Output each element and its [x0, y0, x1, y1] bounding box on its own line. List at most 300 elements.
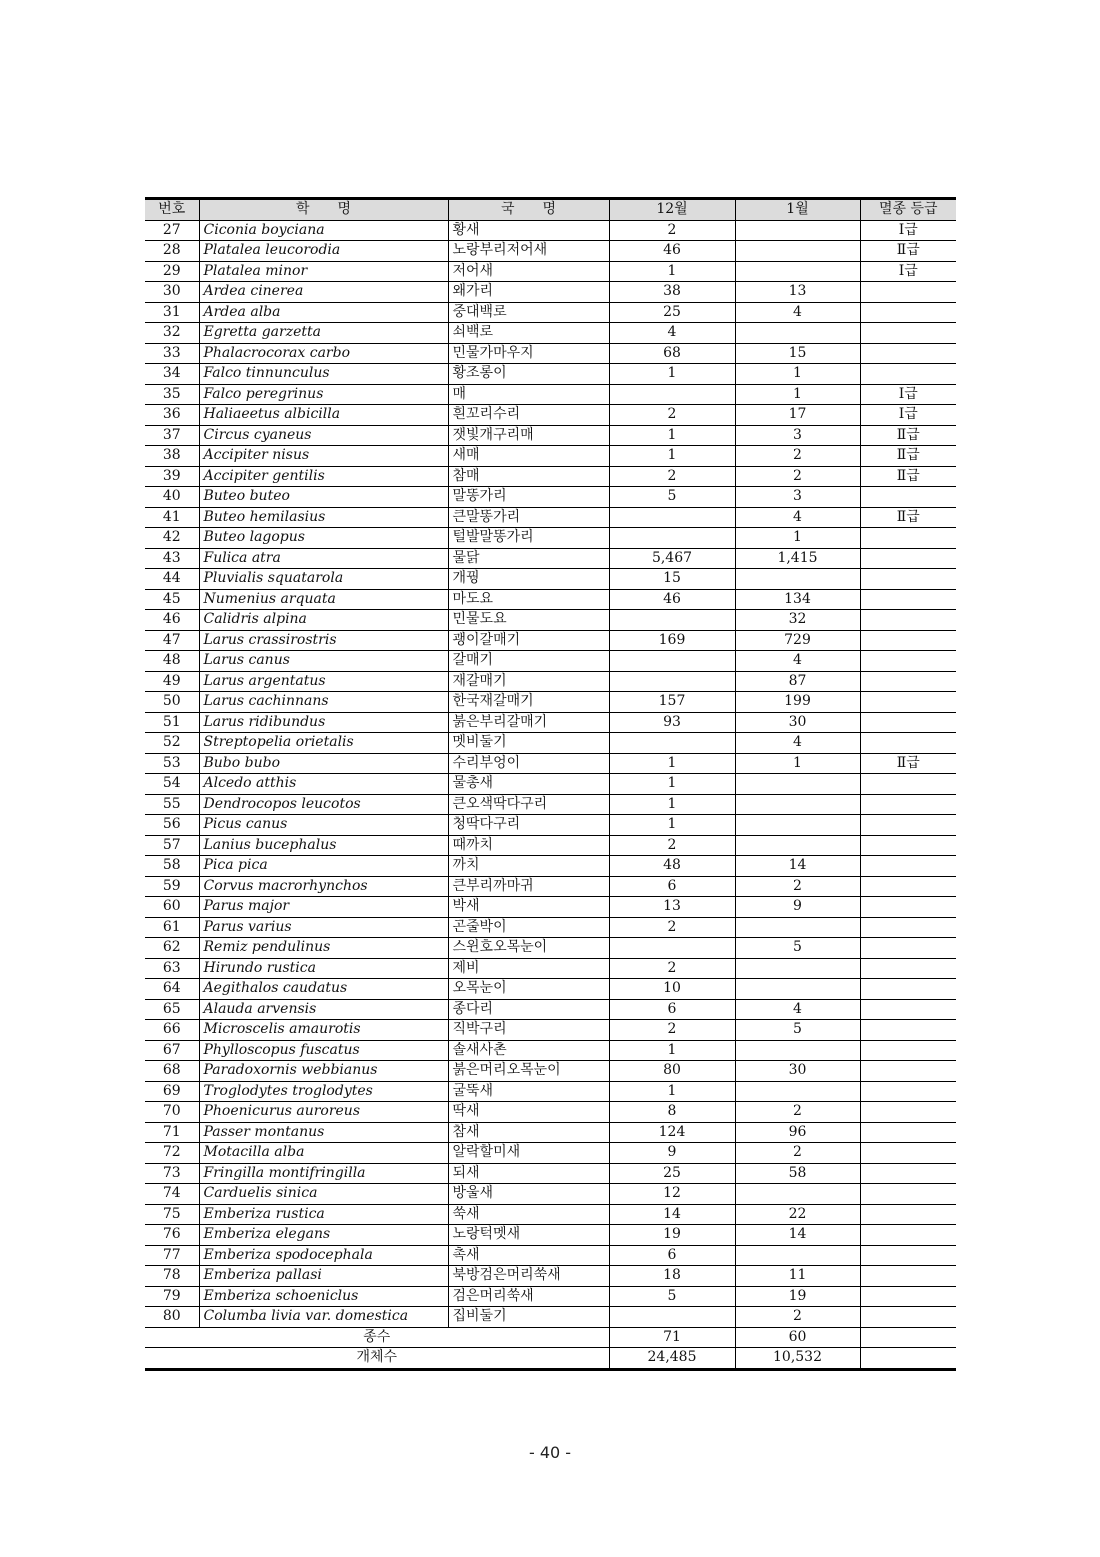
table-row — [145, 958, 956, 979]
cell-december-count: 2 — [609, 835, 735, 856]
table-row — [145, 507, 956, 528]
cell-december-count: 14 — [609, 1204, 735, 1225]
cell-number: 45 — [145, 589, 199, 610]
cell-korean-name: 말똥가리 — [448, 487, 609, 508]
table-row — [145, 528, 956, 549]
cell-number: 38 — [145, 446, 199, 467]
cell-endangered-grade — [860, 1163, 956, 1184]
cell-korean-name: 중대백로 — [448, 302, 609, 323]
cell-number: 32 — [145, 323, 199, 344]
summary-label: 종수 — [145, 1327, 609, 1348]
cell-january-count: 1 — [735, 528, 860, 549]
cell-korean-name: 황새 — [448, 220, 609, 241]
cell-korean-name: 까치 — [448, 856, 609, 877]
cell-scientific-name: Falco tinnunculus — [199, 364, 448, 385]
cell-number: 44 — [145, 569, 199, 590]
cell-number: 51 — [145, 712, 199, 733]
cell-endangered-grade — [860, 733, 956, 754]
cell-number: 64 — [145, 979, 199, 1000]
cell-scientific-name: Picus canus — [199, 815, 448, 836]
cell-korean-name: 매 — [448, 384, 609, 405]
cell-number: 36 — [145, 405, 199, 426]
cell-number: 80 — [145, 1307, 199, 1328]
table-row — [145, 1184, 956, 1205]
cell-endangered-grade — [860, 1020, 956, 1041]
cell-endangered-grade: Ⅱ급 — [860, 446, 956, 467]
table-row — [145, 1225, 956, 1246]
cell-number: 39 — [145, 466, 199, 487]
cell-december-count: 93 — [609, 712, 735, 733]
cell-korean-name: 큰부리까마귀 — [448, 876, 609, 897]
cell-january-count: 3 — [735, 487, 860, 508]
cell-endangered-grade: Ⅰ급 — [860, 405, 956, 426]
cell-january-count: 9 — [735, 897, 860, 918]
summary-row — [145, 1348, 956, 1370]
cell-korean-name: 검은머리쑥새 — [448, 1286, 609, 1307]
cell-scientific-name: Emberiza rustica — [199, 1204, 448, 1225]
cell-january-count: 2 — [735, 1143, 860, 1164]
cell-number: 70 — [145, 1102, 199, 1123]
table-row — [145, 343, 956, 364]
cell-scientific-name: Hirundo rustica — [199, 958, 448, 979]
table-row — [145, 671, 956, 692]
cell-january-count — [735, 917, 860, 938]
species-table-sheet — [145, 197, 956, 1371]
cell-scientific-name: Parus varius — [199, 917, 448, 938]
cell-january-count — [735, 958, 860, 979]
cell-number: 47 — [145, 630, 199, 651]
table-row — [145, 774, 956, 795]
table-row — [145, 856, 956, 877]
table-row — [145, 1040, 956, 1061]
cell-december-count: 1 — [609, 446, 735, 467]
cell-number: 29 — [145, 261, 199, 282]
cell-number: 42 — [145, 528, 199, 549]
cell-korean-name: 민물가마우지 — [448, 343, 609, 364]
cell-january-count — [735, 569, 860, 590]
cell-korean-name: 괭이갈매기 — [448, 630, 609, 651]
table-row — [145, 1143, 956, 1164]
cell-endangered-grade — [860, 712, 956, 733]
cell-korean-name: 참새 — [448, 1122, 609, 1143]
cell-scientific-name: Motacilla alba — [199, 1143, 448, 1164]
cell-scientific-name: Buteo hemilasius — [199, 507, 448, 528]
table-row — [145, 835, 956, 856]
table-header — [145, 199, 956, 221]
cell-number: 52 — [145, 733, 199, 754]
cell-scientific-name: Fringilla montifringilla — [199, 1163, 448, 1184]
cell-number: 56 — [145, 815, 199, 836]
cell-endangered-grade — [860, 569, 956, 590]
cell-endangered-grade — [860, 528, 956, 549]
cell-endangered-grade — [860, 630, 956, 651]
cell-number: 30 — [145, 282, 199, 303]
cell-december-count: 13 — [609, 897, 735, 918]
cell-number: 35 — [145, 384, 199, 405]
cell-endangered-grade — [860, 589, 956, 610]
cell-number: 40 — [145, 487, 199, 508]
cell-number: 76 — [145, 1225, 199, 1246]
cell-scientific-name: Falco peregrinus — [199, 384, 448, 405]
cell-endangered-grade — [860, 794, 956, 815]
cell-korean-name: 종다리 — [448, 999, 609, 1020]
cell-korean-name: 잿빛개구리매 — [448, 425, 609, 446]
cell-scientific-name: Lanius bucephalus — [199, 835, 448, 856]
cell-endangered-grade — [860, 610, 956, 631]
header-korean-name: 국 명 — [448, 199, 609, 221]
cell-endangered-grade: Ⅱ급 — [860, 241, 956, 262]
table-row — [145, 1204, 956, 1225]
cell-december-count: 10 — [609, 979, 735, 1000]
cell-endangered-grade — [860, 1040, 956, 1061]
cell-endangered-grade — [860, 364, 956, 385]
cell-number: 69 — [145, 1081, 199, 1102]
cell-number: 65 — [145, 999, 199, 1020]
cell-number: 73 — [145, 1163, 199, 1184]
cell-scientific-name: Platalea minor — [199, 261, 448, 282]
table-row — [145, 364, 956, 385]
cell-number: 57 — [145, 835, 199, 856]
cell-number: 78 — [145, 1266, 199, 1287]
summary-grade-cell — [860, 1327, 956, 1348]
cell-scientific-name: Microscelis amaurotis — [199, 1020, 448, 1041]
cell-january-count: 4 — [735, 651, 860, 672]
cell-number: 33 — [145, 343, 199, 364]
cell-korean-name: 박새 — [448, 897, 609, 918]
cell-january-count: 14 — [735, 1225, 860, 1246]
bird-species-table — [145, 197, 956, 1371]
table-row — [145, 876, 956, 897]
cell-december-count: 124 — [609, 1122, 735, 1143]
cell-korean-name: 쇠백로 — [448, 323, 609, 344]
cell-january-count — [735, 323, 860, 344]
cell-scientific-name: Troglodytes troglodytes — [199, 1081, 448, 1102]
cell-january-count: 4 — [735, 507, 860, 528]
cell-january-count: 1,415 — [735, 548, 860, 569]
cell-korean-name: 제비 — [448, 958, 609, 979]
cell-december-count — [609, 938, 735, 959]
cell-december-count: 1 — [609, 1081, 735, 1102]
cell-korean-name: 수리부엉이 — [448, 753, 609, 774]
cell-number: 62 — [145, 938, 199, 959]
cell-scientific-name: Larus argentatus — [199, 671, 448, 692]
cell-december-count: 6 — [609, 876, 735, 897]
cell-december-count — [609, 671, 735, 692]
cell-scientific-name: Remiz pendulinus — [199, 938, 448, 959]
cell-scientific-name: Platalea leucorodia — [199, 241, 448, 262]
cell-endangered-grade — [860, 1225, 956, 1246]
cell-number: 48 — [145, 651, 199, 672]
table-row — [145, 979, 956, 1000]
cell-number: 50 — [145, 692, 199, 713]
table-row — [145, 1266, 956, 1287]
header-row — [145, 199, 956, 221]
cell-korean-name: 북방검은머리쑥새 — [448, 1266, 609, 1287]
cell-december-count: 6 — [609, 999, 735, 1020]
cell-december-count: 19 — [609, 1225, 735, 1246]
cell-december-count: 5 — [609, 487, 735, 508]
cell-korean-name: 노랑턱멧새 — [448, 1225, 609, 1246]
cell-scientific-name: Pica pica — [199, 856, 448, 877]
cell-december-count: 25 — [609, 302, 735, 323]
table-row — [145, 651, 956, 672]
summary-december-total: 71 — [609, 1327, 735, 1348]
header-number: 번호 — [145, 199, 199, 221]
cell-december-count: 12 — [609, 1184, 735, 1205]
cell-january-count — [735, 815, 860, 836]
cell-korean-name: 직박구리 — [448, 1020, 609, 1041]
table-row — [145, 630, 956, 651]
cell-scientific-name: Emberiza schoeniclus — [199, 1286, 448, 1307]
table-row — [145, 1286, 956, 1307]
cell-korean-name: 되새 — [448, 1163, 609, 1184]
cell-january-count: 2 — [735, 446, 860, 467]
cell-endangered-grade — [860, 487, 956, 508]
cell-endangered-grade — [860, 897, 956, 918]
cell-scientific-name: Accipiter gentilis — [199, 466, 448, 487]
cell-january-count — [735, 220, 860, 241]
cell-january-count — [735, 241, 860, 262]
cell-endangered-grade — [860, 876, 956, 897]
cell-endangered-grade — [860, 856, 956, 877]
cell-scientific-name: Bubo bubo — [199, 753, 448, 774]
cell-scientific-name: Paradoxornis webbianus — [199, 1061, 448, 1082]
cell-endangered-grade — [860, 938, 956, 959]
cell-january-count: 3 — [735, 425, 860, 446]
table-row — [145, 917, 956, 938]
table-row — [145, 589, 956, 610]
cell-scientific-name: Parus major — [199, 897, 448, 918]
cell-december-count: 5 — [609, 1286, 735, 1307]
cell-scientific-name: Phalacrocorax carbo — [199, 343, 448, 364]
cell-endangered-grade — [860, 1061, 956, 1082]
cell-december-count: 1 — [609, 425, 735, 446]
cell-korean-name: 물닭 — [448, 548, 609, 569]
cell-endangered-grade — [860, 979, 956, 1000]
cell-december-count: 2 — [609, 220, 735, 241]
table-row — [145, 610, 956, 631]
cell-scientific-name: Emberiza spodocephala — [199, 1245, 448, 1266]
table-row — [145, 241, 956, 262]
cell-december-count — [609, 528, 735, 549]
cell-december-count — [609, 733, 735, 754]
table-row — [145, 323, 956, 344]
cell-january-count: 4 — [735, 302, 860, 323]
cell-korean-name: 청딱다구리 — [448, 815, 609, 836]
cell-scientific-name: Passer montanus — [199, 1122, 448, 1143]
cell-january-count — [735, 261, 860, 282]
cell-number: 74 — [145, 1184, 199, 1205]
cell-december-count — [609, 1307, 735, 1328]
cell-endangered-grade — [860, 1286, 956, 1307]
cell-number: 60 — [145, 897, 199, 918]
cell-december-count: 9 — [609, 1143, 735, 1164]
cell-endangered-grade: Ⅱ급 — [860, 466, 956, 487]
cell-number: 43 — [145, 548, 199, 569]
table-row — [145, 384, 956, 405]
cell-december-count: 2 — [609, 405, 735, 426]
cell-number: 61 — [145, 917, 199, 938]
cell-january-count: 1 — [735, 384, 860, 405]
cell-december-count: 68 — [609, 343, 735, 364]
table-row — [145, 794, 956, 815]
table-row — [145, 446, 956, 467]
cell-korean-name: 노랑부리저어새 — [448, 241, 609, 262]
cell-korean-name: 새매 — [448, 446, 609, 467]
cell-january-count: 4 — [735, 999, 860, 1020]
cell-scientific-name: Phylloscopus fuscatus — [199, 1040, 448, 1061]
cell-korean-name: 마도요 — [448, 589, 609, 610]
cell-endangered-grade — [860, 671, 956, 692]
table-row — [145, 261, 956, 282]
cell-endangered-grade — [860, 917, 956, 938]
table-row — [145, 1122, 956, 1143]
cell-korean-name: 붉은머리오목눈이 — [448, 1061, 609, 1082]
cell-scientific-name: Ardea alba — [199, 302, 448, 323]
cell-december-count: 18 — [609, 1266, 735, 1287]
cell-endangered-grade — [860, 958, 956, 979]
summary-label: 개체수 — [145, 1348, 609, 1370]
cell-scientific-name: Alcedo atthis — [199, 774, 448, 795]
cell-korean-name: 한국재갈매기 — [448, 692, 609, 713]
cell-korean-name: 스윈호오목눈이 — [448, 938, 609, 959]
cell-endangered-grade: Ⅱ급 — [860, 425, 956, 446]
cell-december-count: 38 — [609, 282, 735, 303]
cell-number: 71 — [145, 1122, 199, 1143]
cell-january-count — [735, 1245, 860, 1266]
table-row — [145, 487, 956, 508]
cell-january-count: 2 — [735, 1102, 860, 1123]
cell-december-count: 1 — [609, 815, 735, 836]
cell-december-count: 1 — [609, 774, 735, 795]
table-row — [145, 733, 956, 754]
cell-january-count — [735, 1184, 860, 1205]
cell-december-count: 2 — [609, 466, 735, 487]
cell-scientific-name: Fulica atra — [199, 548, 448, 569]
cell-korean-name: 민물도요 — [448, 610, 609, 631]
cell-scientific-name: Ciconia boyciana — [199, 220, 448, 241]
cell-december-count: 2 — [609, 958, 735, 979]
cell-january-count — [735, 1040, 860, 1061]
cell-january-count: 2 — [735, 1307, 860, 1328]
cell-january-count: 14 — [735, 856, 860, 877]
cell-scientific-name: Emberiza pallasi — [199, 1266, 448, 1287]
cell-january-count: 2 — [735, 876, 860, 897]
cell-december-count: 6 — [609, 1245, 735, 1266]
cell-january-count: 58 — [735, 1163, 860, 1184]
cell-number: 31 — [145, 302, 199, 323]
cell-korean-name: 왜가리 — [448, 282, 609, 303]
cell-korean-name: 굴뚝새 — [448, 1081, 609, 1102]
cell-december-count: 25 — [609, 1163, 735, 1184]
cell-january-count — [735, 774, 860, 795]
cell-korean-name: 흰꼬리수리 — [448, 405, 609, 426]
cell-scientific-name: Dendrocopos leucotos — [199, 794, 448, 815]
table-row — [145, 466, 956, 487]
cell-december-count: 2 — [609, 1020, 735, 1041]
cell-number: 54 — [145, 774, 199, 795]
cell-endangered-grade — [860, 692, 956, 713]
cell-endangered-grade — [860, 835, 956, 856]
cell-scientific-name: Streptopelia orietalis — [199, 733, 448, 754]
cell-january-count: 5 — [735, 938, 860, 959]
cell-number: 34 — [145, 364, 199, 385]
cell-endangered-grade — [860, 1266, 956, 1287]
table-row — [145, 282, 956, 303]
cell-number: 72 — [145, 1143, 199, 1164]
cell-number: 66 — [145, 1020, 199, 1041]
cell-korean-name: 황조롱이 — [448, 364, 609, 385]
table-row — [145, 1061, 956, 1082]
cell-december-count: 46 — [609, 589, 735, 610]
table-row — [145, 815, 956, 836]
cell-korean-name: 방울새 — [448, 1184, 609, 1205]
cell-scientific-name: Larus ridibundus — [199, 712, 448, 733]
cell-number: 63 — [145, 958, 199, 979]
cell-korean-name: 저어새 — [448, 261, 609, 282]
cell-december-count: 8 — [609, 1102, 735, 1123]
cell-endangered-grade — [860, 815, 956, 836]
cell-endangered-grade — [860, 651, 956, 672]
cell-december-count: 1 — [609, 261, 735, 282]
table-row — [145, 302, 956, 323]
header-december: 12월 — [609, 199, 735, 221]
cell-number: 49 — [145, 671, 199, 692]
table-row — [145, 753, 956, 774]
cell-korean-name: 갈매기 — [448, 651, 609, 672]
cell-number: 37 — [145, 425, 199, 446]
cell-endangered-grade — [860, 774, 956, 795]
cell-scientific-name: Larus cachinnans — [199, 692, 448, 713]
cell-endangered-grade: Ⅱ급 — [860, 753, 956, 774]
table-row — [145, 897, 956, 918]
cell-scientific-name: Alauda arvensis — [199, 999, 448, 1020]
cell-january-count: 15 — [735, 343, 860, 364]
cell-december-count — [609, 384, 735, 405]
cell-korean-name: 재갈매기 — [448, 671, 609, 692]
cell-korean-name: 집비둘기 — [448, 1307, 609, 1328]
header-scientific-name: 학 명 — [199, 199, 448, 221]
cell-korean-name: 붉은부리갈매기 — [448, 712, 609, 733]
table-row — [145, 999, 956, 1020]
table-row — [145, 569, 956, 590]
table-row — [145, 692, 956, 713]
cell-scientific-name: Columba livia var. domestica — [199, 1307, 448, 1328]
cell-korean-name: 알락할미새 — [448, 1143, 609, 1164]
cell-number: 41 — [145, 507, 199, 528]
cell-december-count: 169 — [609, 630, 735, 651]
cell-scientific-name: Buteo lagopus — [199, 528, 448, 549]
cell-korean-name: 큰말똥가리 — [448, 507, 609, 528]
cell-december-count: 1 — [609, 753, 735, 774]
cell-december-count: 1 — [609, 364, 735, 385]
cell-scientific-name: Haliaeetus albicilla — [199, 405, 448, 426]
cell-endangered-grade — [860, 1122, 956, 1143]
cell-december-count: 157 — [609, 692, 735, 713]
table-row — [145, 1020, 956, 1041]
cell-number: 59 — [145, 876, 199, 897]
table-row — [145, 938, 956, 959]
cell-scientific-name: Pluvialis squatarola — [199, 569, 448, 590]
summary-january-total: 60 — [735, 1327, 860, 1348]
cell-number: 68 — [145, 1061, 199, 1082]
cell-january-count: 13 — [735, 282, 860, 303]
cell-january-count: 4 — [735, 733, 860, 754]
cell-january-count: 87 — [735, 671, 860, 692]
summary-row — [145, 1327, 956, 1348]
cell-endangered-grade — [860, 1081, 956, 1102]
cell-endangered-grade — [860, 548, 956, 569]
